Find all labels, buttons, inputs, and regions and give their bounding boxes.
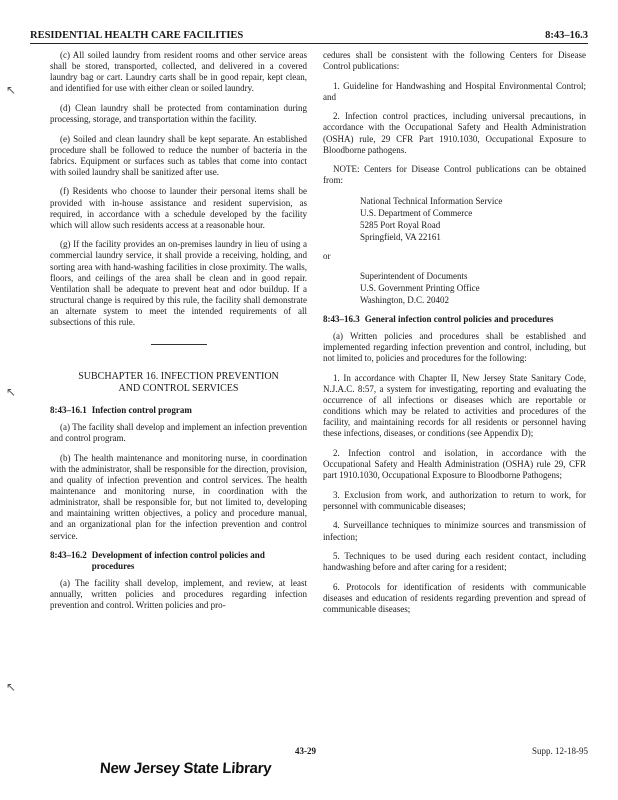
page-footer: [30, 746, 588, 760]
list-item-2: 2. Infection control practices, including universal precautions, in accordance with the Occupational Safety and Health Administration (OSHA) rule, 29 CFR Part 1910.1030, Occupational Exposure to Bloodborne pathogens.: [323, 111, 586, 155]
page-number: 43-29: [295, 746, 316, 756]
paragraph-continued: cedures shall be consistent with the following Centers for Disease Control publications:: [323, 50, 586, 72]
section-number: 8:43–16.3: [323, 314, 360, 325]
paragraph-16-1-a: (a) The facility shall develop and implement an infection prevention and control program.: [50, 422, 307, 444]
paragraph-16-1-b: (b) The health maintenance and monitoring nurse, in coordination with the administrator, shall be responsible for the direction, provision, and quality of infection prevention and control services. The health maintenance and monitoring nurse, in coordination with the administrator, shall be responsible for, but not limited to, developing and maintaining written objectives, a policy and procedure manual, and an organizational plan for the infection prevention and control service.: [50, 452, 307, 541]
paragraph-c: (c) All soiled laundry from resident rooms and other service areas shall be stored, transported, collected, and delivered in a covered laundry bag or cart. Laundry carts shall be in good repair, kept clean, and identified for use with either clean or soiled laundry.: [50, 50, 307, 94]
section-number: 8:43–16.1: [50, 405, 87, 416]
margin-mark: ↖: [6, 680, 17, 694]
paragraph-16-2-a: (a) The facility shall develop, implement, and review, at least annually, written policies and procedures regarding infection prevention and control. Written policies and pro-: [50, 578, 307, 611]
list-item-16-3-1: 1. In accordance with Chapter II, New Jersey State Sanitary Code, N.J.A.C. 8:57, a system for investigating, reporting and evaluating the occurrence of all infections or diseases which are reportable or conditions which may be related to activities and procedures of the facility, and maintaining records for all residents or personnel having these infections, diseases, or conditions (see Appendix D);: [323, 372, 586, 439]
section-heading-16-3: [323, 314, 586, 325]
address-ntis: [360, 195, 586, 243]
list-item-16-3-3: 3. Exclusion from work, and authorization to return to work, for personnel with communicable diseases;: [323, 489, 586, 511]
section-title: General infection control policies and procedures: [364, 314, 554, 325]
running-header: [30, 30, 588, 44]
address-line: 5285 Port Royal Road: [360, 219, 441, 230]
margin-mark: ↖: [6, 385, 17, 399]
or-text: or: [323, 250, 331, 261]
section-title: Infection control program: [91, 405, 192, 416]
paragraph-16-3-a: (a) Written policies and procedures shall be established and implemented regarding infection prevention and control, including, but not limited to, policies and procedures for the following:: [323, 331, 586, 364]
note: NOTE: Centers for Disease Control publications can be obtained from:: [323, 164, 586, 186]
address-line: U.S. Government Printing Office: [360, 283, 480, 294]
paragraph-e: (e) Soiled and clean laundry shall be kept separate. An established procedure shall be followed to reduce the number of bacteria in the fabrics. Equipment or surfaces such as tables that come into contact with soiled laundry shall be sanitized after use.: [50, 133, 307, 177]
address-line: U.S. Department of Commerce: [360, 207, 473, 218]
library-stamp: New Jersey State Library: [99, 760, 272, 777]
section-title: Development of infection control policies and procedures: [91, 550, 265, 572]
address-line: Washington, D.C. 20402: [360, 295, 450, 306]
address-gpo: [360, 270, 586, 306]
paragraph-g: (g) If the facility provides an on-premises laundry in lieu of using a commercial laundry service, it shall provide a receiving, holding, and sorting area with hand-washing facilities in close proximity. The walls, floors, and ceilings of the area shall be clean and in good repair. Ventilation shall be adequate to prevent heat and odor buildup. If a structural change is required by this rule, the facility shall demonstrate an alternate system to meet the intended requirements of all subsections of this rule.: [50, 239, 307, 327]
paragraph-f: (f) Residents who choose to launder their personal items shall be provided with in-house assistance and resident supervision, as required, in accordance with a schedule developed by the facility which will allow such residents access at a reasonable hour.: [50, 186, 307, 230]
address-line: National Technical Information Service: [360, 195, 503, 206]
list-item-16-3-4: 4. Surveillance techniques to minimize sources and transmission of infection;: [323, 520, 586, 542]
address-line: Superintendent of Documents: [360, 271, 468, 282]
left-column: [50, 50, 307, 620]
supplement-date: Supp. 12-18-95: [532, 746, 588, 756]
address-line: Springfield, VA 22161: [360, 231, 441, 242]
list-item-16-3-2: 2. Infection control and isolation, in accordance with the Occupational Safety and Health Administration (OSHA) rule 29, CFR part 1910.1030, Occupational Exposure to Bloodborne Pathogens;: [323, 447, 586, 481]
header-title: RESIDENTIAL HEALTH CARE FACILITIES: [30, 30, 244, 41]
margin-mark: ↖: [6, 83, 17, 97]
list-item-16-3-6: 6. Protocols for identification of residents with communicable diseases and education of residents regarding prevention and spread of communicable diseases;: [323, 581, 586, 614]
section-heading-16-1: [50, 405, 307, 416]
section-divider: [151, 344, 207, 345]
section-heading-16-2: [50, 550, 307, 572]
list-item-16-3-5: 5. Techniques to be used during each resident contact, including handwashing before and after caring for a resident;: [323, 551, 586, 573]
paragraph-d: (d) Clean laundry shall be protected from contamination during processing, storage, and transportation within the facility.: [50, 102, 307, 124]
subchapter-line-2: AND CONTROL SERVICES: [118, 383, 239, 395]
right-column: [323, 50, 586, 624]
header-section: 8:43–16.3: [545, 30, 588, 41]
section-number: 8:43–16.2: [50, 550, 87, 561]
subchapter-line-1: SUBCHAPTER 16. INFECTION PREVENTION: [78, 371, 279, 383]
list-item-1: 1. Guideline for Handwashing and Hospital Environmental Control; and: [323, 80, 586, 102]
subchapter-heading: [50, 371, 307, 395]
